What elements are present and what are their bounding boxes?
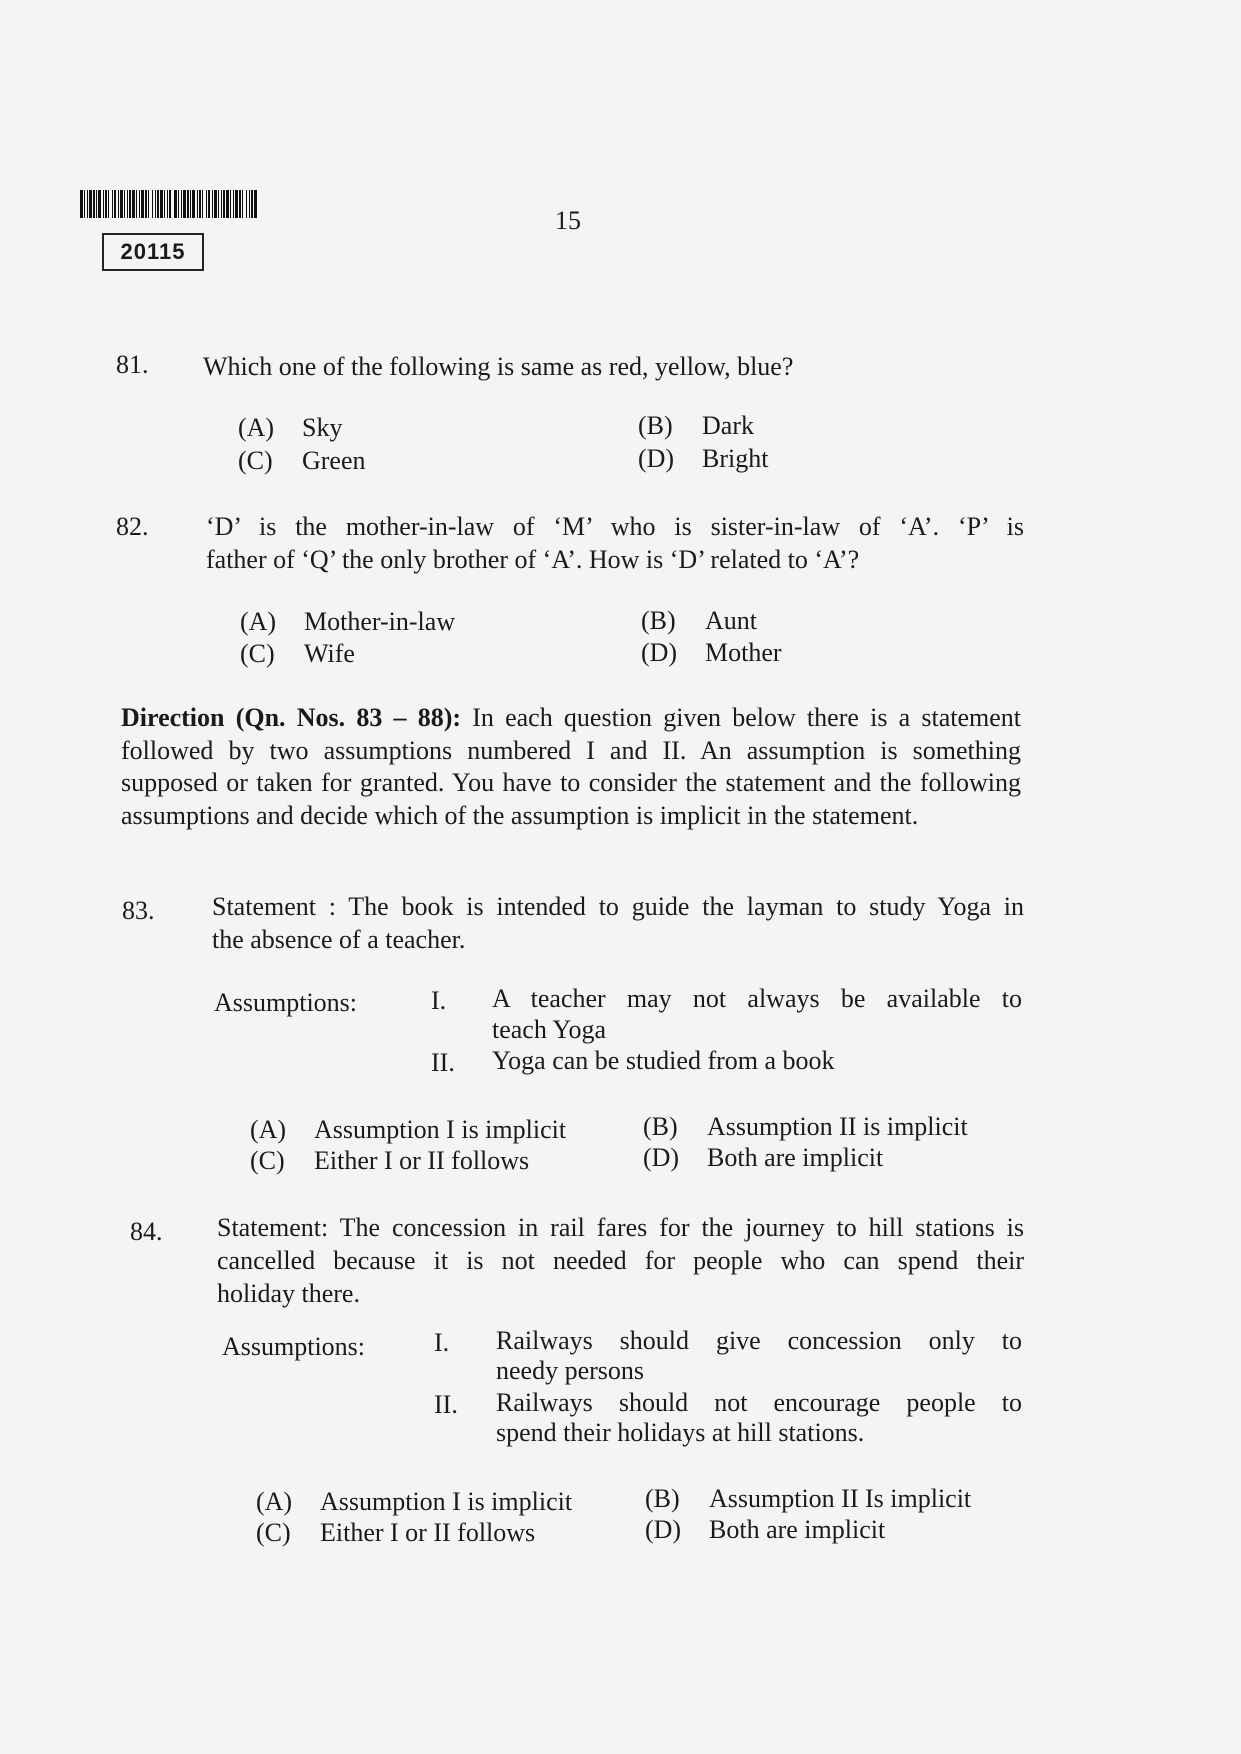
assumptions-label: Assumptions: xyxy=(214,988,358,1017)
option-label: (B) xyxy=(641,606,676,635)
assumption-text: A teacher may not always be available to xyxy=(492,984,1022,1013)
option-c[interactable] xyxy=(250,1146,529,1176)
barcode-bar xyxy=(254,190,257,218)
option-c[interactable] xyxy=(240,639,355,669)
option-a[interactable] xyxy=(256,1487,572,1517)
assumption-text: Railways should not encourage people to xyxy=(496,1388,1022,1417)
option-d[interactable] xyxy=(643,1143,883,1173)
statement-line: cancelled because it is not needed for people who can spend their xyxy=(217,1246,1024,1275)
assumption-text: Railways should give concession only to xyxy=(496,1326,1022,1355)
direction-heading: Direction (Qn. Nos. 83 – 88): xyxy=(121,703,462,732)
assumption-numeral: I. xyxy=(431,986,447,1015)
option-text: Assumption I is implicit xyxy=(320,1487,573,1516)
assumption-text: Yoga can be studied from a book xyxy=(492,1046,835,1075)
option-text: Dark xyxy=(702,411,754,440)
option-text: Sky xyxy=(302,413,343,442)
question-number: 82. xyxy=(116,512,149,541)
option-text: Either I or II follows xyxy=(314,1146,530,1175)
option-label: (B) xyxy=(645,1484,680,1513)
option-text: Green xyxy=(302,446,366,475)
option-b[interactable] xyxy=(641,606,757,636)
question-number: 83. xyxy=(122,896,155,925)
option-a[interactable] xyxy=(250,1115,566,1145)
option-text: Assumption I is implicit xyxy=(314,1115,567,1144)
option-label: (D) xyxy=(641,638,678,667)
option-label: (D) xyxy=(643,1143,680,1172)
option-text: Mother xyxy=(705,638,782,667)
option-label: (C) xyxy=(256,1518,291,1547)
option-label: (C) xyxy=(238,446,273,475)
assumption-text: spend their holidays at hill stations. xyxy=(496,1418,865,1447)
option-label: (C) xyxy=(250,1146,285,1175)
paper-code: 20115 xyxy=(102,233,204,271)
option-text: Mother-in-law xyxy=(304,607,456,636)
option-label: (D) xyxy=(645,1515,682,1544)
option-label: (B) xyxy=(638,411,673,440)
statement-line: holiday there. xyxy=(217,1279,360,1308)
statement-line: the absence of a teacher. xyxy=(212,925,466,954)
option-a[interactable] xyxy=(240,607,455,637)
option-label: (D) xyxy=(638,444,675,473)
assumption-numeral: II. xyxy=(431,1048,455,1077)
option-a[interactable] xyxy=(238,413,342,443)
option-text: Either I or II follows xyxy=(320,1518,536,1547)
option-label: (A) xyxy=(238,413,275,442)
statement-line: Statement: The concession in rail fares for the journey to hill stations is xyxy=(217,1213,1024,1242)
option-text: Assumption II Is implicit xyxy=(709,1484,972,1513)
option-label: (B) xyxy=(643,1112,678,1141)
option-text: Wife xyxy=(304,639,355,668)
option-b[interactable] xyxy=(638,411,754,441)
page-number: 15 xyxy=(555,206,581,235)
option-b[interactable] xyxy=(645,1484,971,1514)
question-text-line: father of ‘Q’ the only brother of ‘A’. How is ‘D’ related to ‘A’? xyxy=(206,545,860,574)
option-d[interactable] xyxy=(645,1515,885,1545)
option-label: (A) xyxy=(250,1115,287,1144)
assumption-numeral: II. xyxy=(434,1390,458,1419)
option-c[interactable] xyxy=(238,446,366,476)
option-b[interactable] xyxy=(643,1112,968,1142)
option-label: (C) xyxy=(240,639,275,668)
assumption-numeral: I. xyxy=(434,1328,450,1357)
assumption-text: teach Yoga xyxy=(492,1015,607,1044)
option-label: (A) xyxy=(256,1487,293,1516)
question-text-line: ‘D’ is the mother-in-law of ‘M’ who is sister-in-law of ‘A’. ‘P’ is xyxy=(206,512,1024,541)
option-c[interactable] xyxy=(256,1518,535,1548)
option-text: Bright xyxy=(702,444,769,473)
statement-line: Statement : The book is intended to guide the layman to study Yoga in xyxy=(212,892,1024,921)
option-text: Assumption II is implicit xyxy=(707,1112,968,1141)
question-text: Which one of the following is same as red, yellow, blue? xyxy=(203,352,794,381)
direction-body: In each question given below there is a statement followed by two assumptions numbered I and II. An assumption is something supposed or taken for granted. You have to consider the statement and the following assumptions and decide which of the assumption is implicit in the statement. xyxy=(121,703,1022,830)
option-label: (A) xyxy=(240,607,277,636)
option-text: Aunt xyxy=(705,606,757,635)
question-number: 81. xyxy=(116,350,149,379)
assumptions-label: Assumptions: xyxy=(222,1332,366,1361)
option-d[interactable] xyxy=(641,638,782,668)
option-text: Both are implicit xyxy=(709,1515,886,1544)
barcode xyxy=(80,190,258,218)
assumption-text: needy persons xyxy=(496,1356,645,1385)
direction-paragraph xyxy=(121,702,1021,832)
option-text: Both are implicit xyxy=(707,1143,884,1172)
question-number: 84. xyxy=(130,1217,163,1246)
option-d[interactable] xyxy=(638,444,768,474)
